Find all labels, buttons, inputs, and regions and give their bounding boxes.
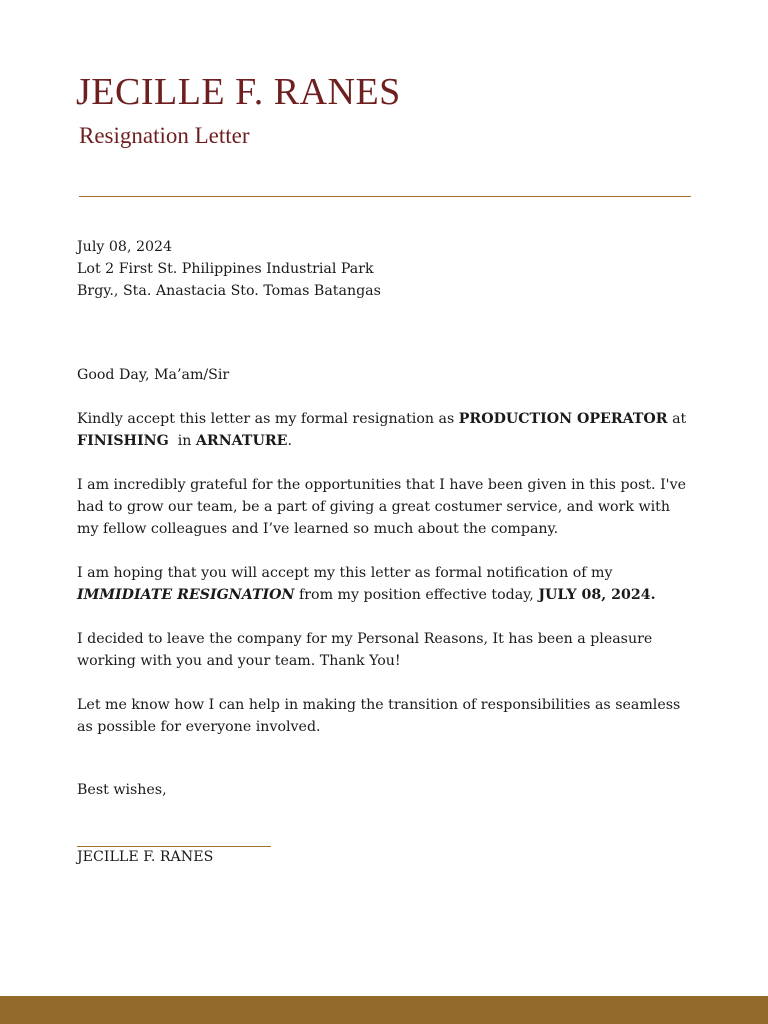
company-name: ARNATURE [195,433,288,449]
paragraph-resignation-intro [77,408,692,452]
closing-salutation: Best wishes, [77,782,167,798]
department: FINISHING [77,433,169,449]
signature-name: JECILLE F. RANES [77,849,214,865]
header-divider [79,196,691,197]
footer-bar [0,996,768,1024]
paragraph-notification [77,562,692,606]
notification-text-2: from my position effective today, [294,587,539,603]
author-name-heading: JECILLE F. RANES [76,71,401,113]
greeting: Good Day, Ma’am/Sir [77,367,230,383]
document-title: Resignation Letter [79,123,250,148]
intro-text-2: at [667,411,687,427]
paragraph-reason: I decided to leave the company for my Personal Reasons, It has been a pleasure working with you and your team. Thank You! [77,631,653,669]
paragraph-transition: Let me know how I can help in making the transition of responsibilities as seamless as possible for everyone involved. [77,697,681,735]
job-position: PRODUCTION OPERATOR [458,411,668,427]
letter-body [77,236,692,801]
intro-text-4: . [287,433,292,449]
address-line-1: Lot 2 First St. Philippines Industrial Park [77,261,374,277]
intro-text-1: Kindly accept this letter as my formal resignation as [77,411,459,427]
address-block [77,236,692,302]
immediate-resignation-emphasis: IMMIDIATE RESIGNATION [77,587,295,603]
letter-date: July 08, 2024 [77,239,173,255]
address-line-2: Brgy., Sta. Anastacia Sto. Tomas Batangas [77,283,381,299]
intro-text-3: in [168,433,196,449]
paragraph-gratitude: I am incredibly grateful for the opportunities that I have been given in this post. I've had to grow our team, be a part of giving a great costumer service, and work with my fellow colleagues and I’ve learned so much about the company. [77,477,686,537]
notification-text-1: I am hoping that you will accept my this letter as formal notification of my [77,565,613,581]
effective-date: JULY 08, 2024. [538,587,656,603]
